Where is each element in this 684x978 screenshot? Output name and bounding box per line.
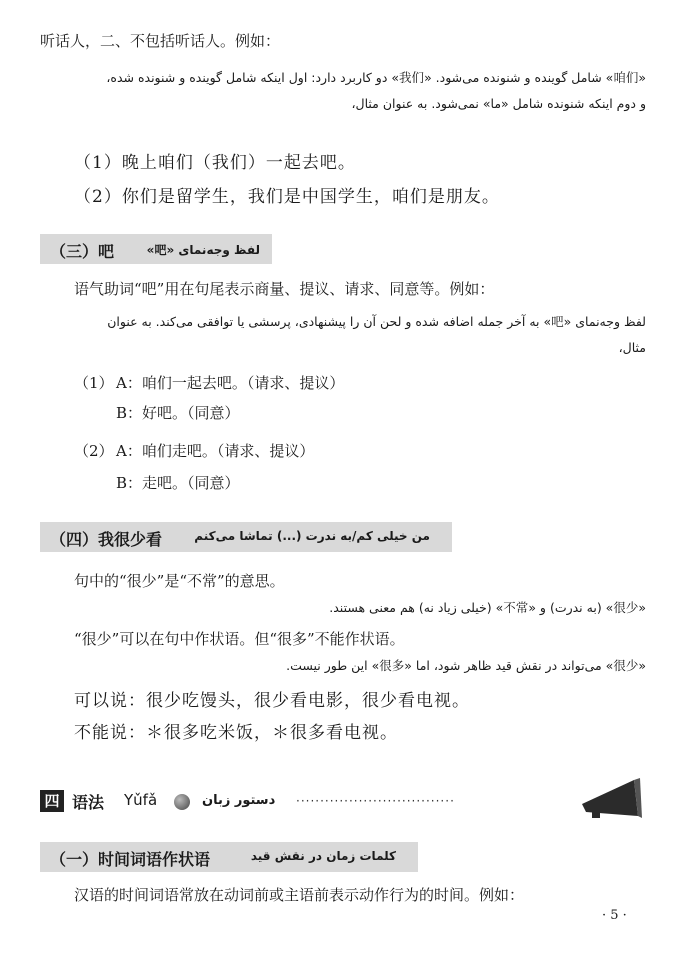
section3-desc-fa-line2: مثال، [618,340,646,355]
intro-fa-line1: «咱们» شامل گوینده و شنونده می‌شود. «我们» دو کاربرد دارد: اول اینکه شامل گوینده و شنونده شده، [106,70,646,85]
section4-line2-zh: “很少”可以在句中作状语。但“很多”不能作状语。 [74,630,405,648]
section4-heading-zh: （四）我很少看 [50,530,163,549]
example-2: （2）你们是留学生，我们是中国学生，咱们是朋友。 [74,187,500,207]
section3-heading [40,234,272,264]
grammar-dotted-leader: ································· [296,794,455,808]
example-1: （1）晚上咱们（我们）一起去吧。 [74,153,356,173]
section1-heading-fa: کلمات زمان در نقش قید [250,849,396,863]
page-number: · 5 · [602,908,627,923]
section1-desc-zh: 汉语的时间词语常放在动词前或主语前表示动作行为的时间。例如： [74,886,525,904]
dialog-1-num: （1） [74,374,114,392]
dialog-2-b: B：走吧。（同意） [116,474,240,492]
section1-heading-zh: （一）时间词语作状语 [50,850,211,869]
grammar-pinyin: Yǔfǎ [124,791,158,809]
section4-line2-fa: «很少» می‌تواند در نقش قید ظاهر شود، اما «很多» این طور نیست. [286,658,646,673]
bullet-icon [174,794,190,810]
section3-desc-fa-line1: لفظ وجه‌نمای «吧» به آخر جمله اضافه شده و لحن آن را پیشنهادی، پرسشی یا توافقی می‌کند. به عنوان [107,314,646,329]
megaphone-icon [578,776,644,822]
cannot-say-line: 不能说：＊很多吃米饭，＊很多看电视。 [74,723,398,743]
section3-heading-zh: （三）吧 [50,242,115,261]
grammar-number-box: 四 [40,790,64,812]
grammar-title-fa: دستور زبان [202,793,276,808]
section4-line1-fa: «很少» (به ندرت) و «不常» (خیلی زیاد نه) هم معنی هستند. [329,600,646,615]
section1-heading [40,842,418,872]
section3-desc-zh: 语气助词“吧”用在句尾表示商量、提议、请求、同意等。例如： [74,280,495,298]
dialog-2-a: A：咱们走吧。（请求、提议） [116,442,315,460]
dialog-2-num: （2） [74,442,114,460]
section4-heading [40,522,452,552]
grammar-title-zh: 语法 [72,793,105,812]
dialog-1-a: A：咱们一起去吧。（请求、提议） [116,374,345,392]
top-line: 听话人，二、不包括听话人。例如： [40,32,281,50]
can-say-line: 可以说：很少吃馒头，很少看电影，很少看电视。 [74,691,470,711]
section4-heading-fa: من خیلی کم/به ندرت (...) تماشا می‌کنم [194,529,430,543]
section4-line1-zh: 句中的“很少”是“不常”的意思。 [74,572,285,590]
dialog-1-b: B：好吧。（同意） [116,404,240,422]
intro-fa-line2: و دوم اینکه شنونده شامل «ما» نمی‌شود. به عنوان مثال، [351,96,646,111]
section3-heading-fa: لفظ وجه‌نمای «吧» [146,243,260,257]
